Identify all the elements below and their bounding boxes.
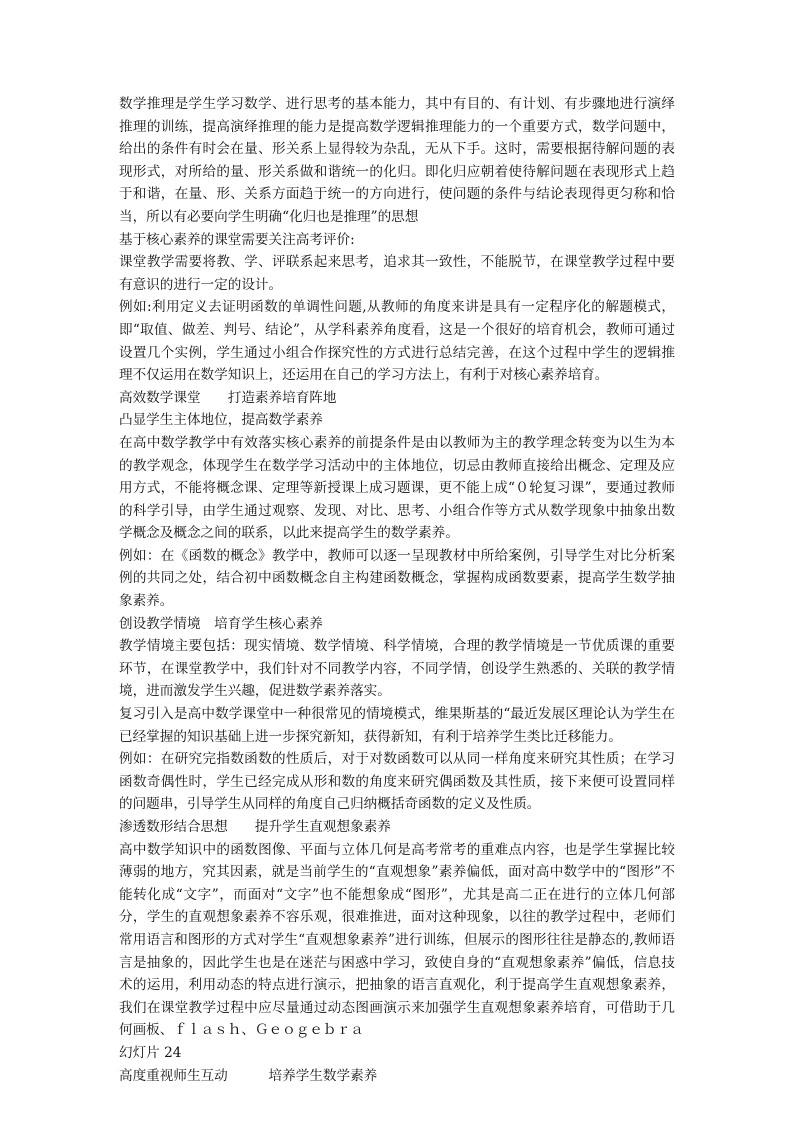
paragraph-situation-types: 教学情境主要包括：现实情境、数学情境、科学情境，合理的教学情境是一节优质课的重要环节，在课堂教学中，我们针对不同教学内容，不同学情，创设学生熟悉的、关联的教学情境，进而激发学生兴趣，促进数学素养落实。 xyxy=(119,638,675,700)
heading-teacher-student-interaction: 高度重视师生互动 培养学生数学素养 xyxy=(119,1067,378,1084)
paragraph-monotonicity-example: 例如:利用定义去证明函数的单调性问题,从教师的角度来讲是具有一定程序化的解题模式，即“取值、做差、判号、结论”，从学科素养角度看，这是一个很好的培育机会，教师可通过设置几个实例，学生通过小组合作探究性的方式进行总结完善，在这个过程中学生的逻辑推理不仅运用在数学知识上，还运用在自己的学习方法上，有利于对核心素养培育。 xyxy=(119,299,675,384)
paragraph-teaching-evaluation: 课堂教学需要将教、学、评联系起来思考，追求其一致性，不能脱节，在课堂教学过程中要有意识的进行一定的设计。 xyxy=(119,254,675,293)
heading-efficient-classroom: 高效数学课堂 打造素养培育阵地 xyxy=(119,389,337,406)
heading-exam-evaluation: 基于核心素养的课堂需要关注高考评价: xyxy=(119,231,355,248)
paragraph-review-introduction: 复习引入是高中数学课堂中一种很常见的情境模式，维果斯基的“最近发展区理论认为学生在已经掌握的知识基础上进一步探究新知，获得新知，有利于培养学生类比迁移能力。 xyxy=(119,706,675,745)
paragraph-logical-reasoning: 数学推理是学生学习数学、进行思考的基本能力，其中有目的、有计划、有步骤地进行演绎推理的训练，提高演绎推理的能力是提高数学逻辑推理能力的一个重要方式，数学问题中，给出的条件有时会在量、形关系上显得较为杂乱，无从下手。这时，需要根据待解问题的表现形式，对所给的量、形关系做和谐统一的化归。即化归应朝着使待解问题在表现形式上趋于和谐，在量、形、关系方面趋于统一的方向进行，使问题的条件与结论表现得更匀称和恰当，所以有必要向学生明确“化归也是推理”的思想 xyxy=(119,96,675,225)
document-page xyxy=(119,93,675,1087)
paragraph-logarithm-example: 例如：在研究完指数函数的性质后，对于对数函数可以从同一样角度来研究其性质；在学习函数奇偶性时，学生已经完成从形和数的角度来研究偶函数及其性质，接下来便可设置同样的问题串，引导学生从同样的角度自己归纳概括奇函数的定义及性质。 xyxy=(119,751,675,813)
heading-number-shape: 渗透数形结合思想 提升学生直观想象素养 xyxy=(119,819,391,835)
heading-teaching-situation: 创设教学情境 培育学生核心素养 xyxy=(119,615,323,632)
slide-label: 幻灯片 24 xyxy=(119,1044,182,1061)
paragraph-intuitive-imagination: 高中数学知识中的函数图像、平面与立体几何是高考常考的重难点内容，也是学生掌握比较薄弱的地方，究其因素，就是当前学生的“直观想象”素养偏低，面对高中数学中的“图形”不能转化成“文字”，而面对“文字”也不能想象成“图形”，尤其是高二正在进行的立体几何部分，学生的直观想象素养不容乐观，很难推进，面对这种现象，以往的教学过程中，老师们常用语言和图形的方式对学生“直观想象素养”进行训练，但展示的图形往往是静态的,教师语言是抽象的，因此学生也是在迷茫与困惑中学习，致使自身的“直观想象素养”偏低，信息技术的运用，利用动态的特点进行演示，把抽象的语言直观化，利于提高学生直观想象素养，我们在课堂教学过程中应尽量通过动态图画演示来加强学生直观想象素养培育，可借助于几何画板、ｆｌａｓｈ、Ｇｅｏｇｅｂｒａ xyxy=(119,841,675,1039)
heading-student-subject: 凸显学生主体地位，提高数学素养 xyxy=(119,412,323,429)
paragraph-function-concept-example: 例如：在《函数的概念》教学中，教师可以逐一呈现教材中所给案例，引导学生对比分析案例的共同之处，结合初中函数概念自主构建函数概念，掌握构成函数要素，提高学生数学抽象素养。 xyxy=(119,547,675,610)
paragraph-student-centered: 在高中数学教学中有效落实核心素养的前提条件是由以教师为主的教学理念转变为以生为本的教学观念，体现学生在数学学习活动中的主体地位，切忌由教师直接给出概念、定理及应用方式，不能将概念课、定理等新授课上成习题课，更不能上成“０轮复习课”，要通过教师的科学引导，由学生通过观察、发现、对比、思考、小组合作等方式从数学现象中抽象出数学概念及概念之间的联系，以此来提高学生的数学素养。 xyxy=(119,434,675,542)
